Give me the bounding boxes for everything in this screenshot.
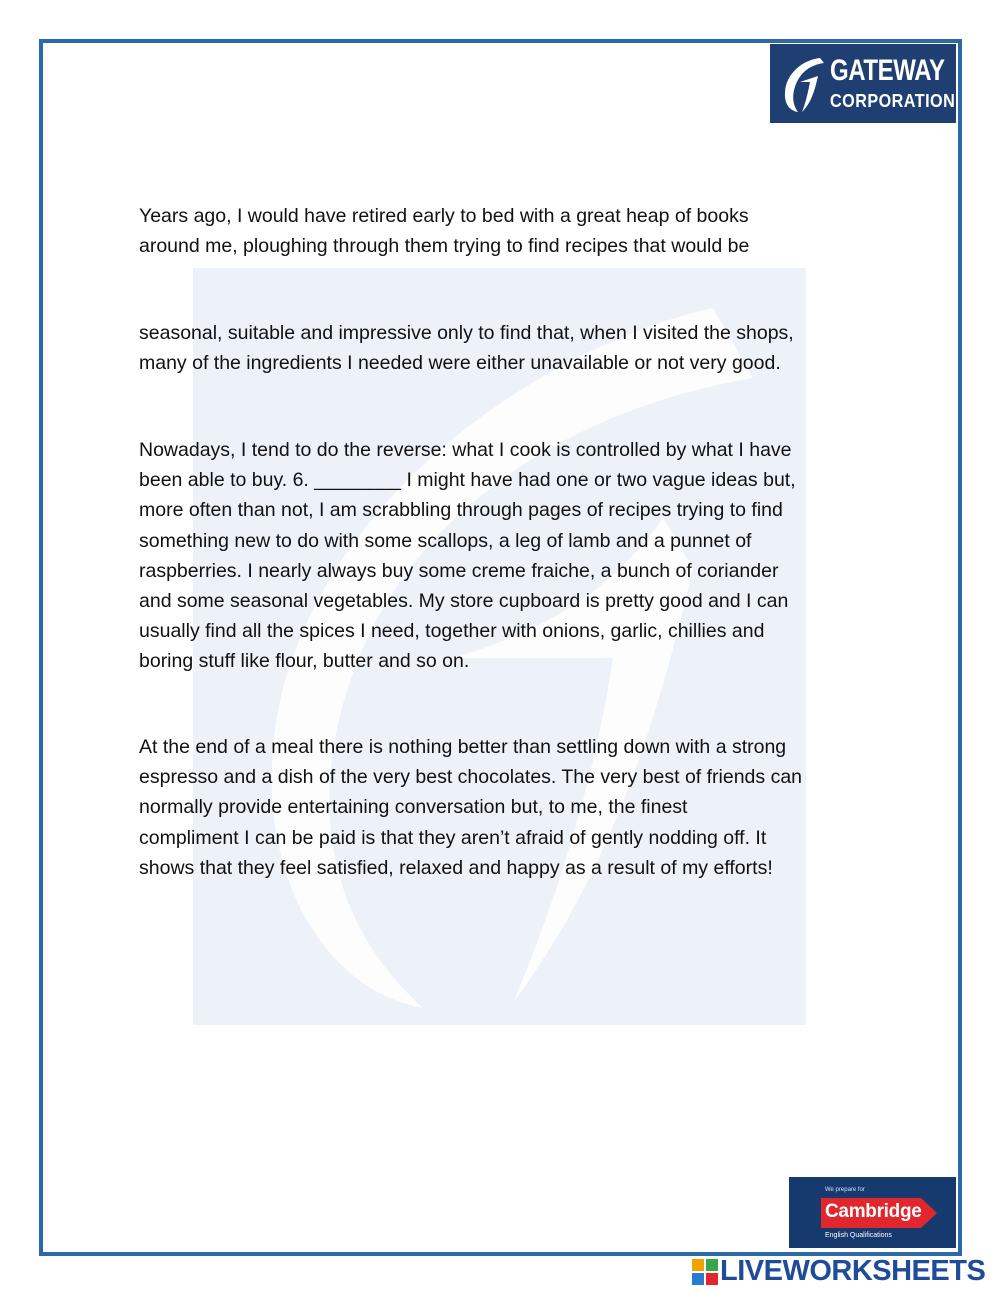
text-line: boring stuff like flour, butter and so on. xyxy=(139,650,470,673)
gateway-logo-line2: CORPORATION xyxy=(830,91,956,111)
text-line: seasonal, suitable and impressive only to find that, when I visited the shops, xyxy=(139,322,794,344)
text-line: At the end of a meal there is nothing better than settling down with a strong xyxy=(139,736,787,758)
text-line: shows that they feel satisfied, relaxed and happy as a result of my efforts! xyxy=(139,856,773,879)
text-line: and some seasonal vegetables. My store cupboard is pretty good and I can xyxy=(139,590,789,613)
liveworksheets-blocks-icon xyxy=(692,1259,718,1285)
gateway-g-icon xyxy=(780,54,828,114)
text-line: many of the ingredients I needed were either unavailable or not very good. xyxy=(139,352,781,375)
cambridge-tagline: We prepare for xyxy=(825,1187,865,1193)
text-line: raspberries. I nearly always buy some creme fraiche, a bunch of coriander xyxy=(139,559,779,582)
paragraph-2 xyxy=(139,318,869,378)
paragraph-1 xyxy=(139,201,869,261)
cambridge-subtitle: English Qualifications xyxy=(825,1232,892,1239)
text-line: something new to do with some scallops, a leg of lamb and a punnet of xyxy=(139,529,752,552)
cambridge-logo xyxy=(789,1177,956,1248)
gateway-logo xyxy=(770,44,956,123)
cambridge-word: Cambridge xyxy=(825,1201,922,1222)
liveworksheets-wordmark: LIVEWORKSHEETS xyxy=(720,1255,986,1287)
text-line: espresso and a dish of the very best chocolates. The very best of friends can xyxy=(139,766,803,789)
text-line: compliment I can be paid is that they aren’t afraid of gently nodding off. It xyxy=(139,826,767,849)
text-line: around me, ploughing through them trying to find recipes that would be xyxy=(139,235,750,258)
paragraph-3 xyxy=(139,435,869,677)
text-line: more often than not, I am scrabbling through pages of recipes trying to find xyxy=(139,499,783,522)
text-line: Nowadays, I tend to do the reverse: what I cook is controlled by what I have xyxy=(139,439,792,461)
text-line: normally provide entertaining conversation but, to me, the finest xyxy=(139,796,688,819)
gateway-logo-line1: GATEWAY xyxy=(830,54,945,87)
text-line-with-gap-6: been able to buy. 6. ________ I might have had one or two vague ideas but, xyxy=(139,469,796,492)
text-line: Years ago, I would have retired early to bed with a great heap of books xyxy=(139,205,749,227)
paragraph-4 xyxy=(139,732,869,883)
text-line: usually find all the spices I need, together with onions, garlic, chillies and xyxy=(139,620,765,643)
liveworksheets-brand[interactable] xyxy=(690,1254,990,1288)
